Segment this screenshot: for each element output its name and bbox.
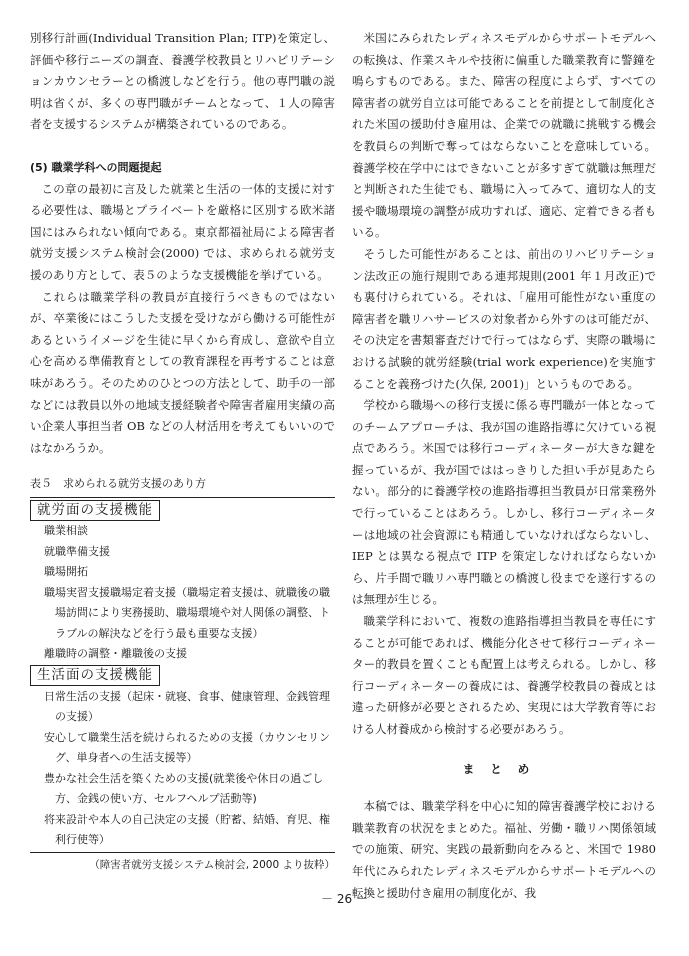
table-item: 職場実習支援職場定着支援（職場定着支援は、就職後の職場訪問により実務援助、職場環境や対人関係の調整、トラブルの解決などを行う最も重要な支援） [44, 585, 330, 640]
table-item: 将来設計や本人の自己決定の支援（貯蓄、結婚、育児、権利行使等） [44, 812, 330, 847]
intro-paragraph: 別移行計画(Individual Transition Plan; ITP)を策定し、評価や移行ニーズの調査、養護学校教員とリハビリテーションカウンセラーとの橋渡しなどを行う。他の専門職の説明は省くが、多くの専門職がチームとなって、１人の障害者を支援するシステムが構築されているのである。 [30, 31, 335, 132]
body-paragraph: 職業学科において、複数の進路指導担当教員を専任にすることが可能であれば、機能分化させて移行コーディネーター的教員を置くことも配置上は考えられる。しかし、移行コーディネーターの養成には、養護学校教員の養成とは違った研修が必要とされるため、実現には大学教育等における人材養成から検討する必要があろう。 [352, 614, 656, 736]
body-paragraph: これらは職業学科の教員が直接行うべきものではないが、卒業後にはこうした支援を受けながら働ける可能性があるというイメージを生徒に早くから育成し、意欲や自立心を高める準備教育としての教育課程を再考することは意味があろう。そのためのひとつの方法として、助手の一部などには教員以外の地域支援経験者や障害者雇用実績の高い企業人事担当者 OB などの人材活用を考えてもいいのではなかろうか。 [30, 289, 335, 455]
table-heading-work: 就労面の支援機能 [30, 500, 160, 521]
table-source: （障害者就労支援システム検討会, 2000 より抜粋） [89, 858, 335, 871]
table-heading-life: 生活面の支援機能 [30, 665, 160, 686]
right-column [352, 28, 656, 904]
summary-paragraph: 本稿では、職業学科を中心に知的障害養護学校における職業教育の状況をまとめた。福祉、労働・職リハ関係領域での施策、研究、実践の最新動向をみると、米国で 1980 年代にみられたレディネスモデルからサポートモデルへの転換と援助付き雇用の制度化が、我 [352, 799, 656, 900]
page-number: － 26 － [321, 892, 368, 906]
body-paragraph: 学校から職場への移行支援に係る専門職が一体となってのチームアプローチは、我が国の進路指導に欠けている視点であろう。米国では移行コーディネーターが大きな鍵を握っているが、我が国でははっきりした担い手が見あたらない。部分的に養護学校の進路指導担当教員が日常業務外で行っていることはあろう。しかし、移行コーディネーターは地域の社会資源にも精通していなければならないし、IEP とは異なる視点で ITP を策定しなければならないから、片手間で職リハ専門職との橋渡し役までを遂行するのは無理が生じる。 [352, 398, 656, 607]
support-table [30, 497, 335, 853]
table-item: 離職時の調整・離職後の支援 [44, 647, 187, 661]
summary-heading: まとめ [462, 761, 546, 776]
table-item: 職業相談 [44, 524, 88, 538]
left-column [30, 28, 335, 876]
table-item: 安心して職業生活を続けられるための支援（カウンセリング、単身者への生活支援等） [44, 730, 330, 765]
body-paragraph: 米国にみられたレディネスモデルからサポートモデルへの転換は、作業スキルや技術に偏重した職業教育に警鐘を鳴らすものである。また、障害の程度によらず、すべての障害者の就労自立は可能であることを前提として制度化された米国の援助付き雇用は、企業での就職に挑戦する機会を教員らの判断で奪ってはならないことを意味している。養護学校在学中にはできないことが多すぎて就職は無理だと判断された生徒でも、職場に入ってみて、適切な人的支援や職場環境の調整が成功すれば、適応、定着できる者もいる。 [352, 31, 656, 240]
section-heading: (5) 職業学科への問題提起 [30, 160, 162, 174]
table-item: 職場開拓 [44, 565, 88, 579]
table-item: 日常生活の支援（起床・就寝、食事、健康管理、金銭管理の支援） [44, 689, 330, 724]
table-item: 就職準備支援 [44, 544, 110, 558]
body-paragraph: そうした可能性があることは、前出のリハビリテーション法改正の施行規則である連邦規則(2001 年１月改正)でも裏付けられている。それは、「雇用可能性がない重度の障害者を職リハサービスの対象者から外すのは可能だが、その決定を書類審査だけで行ってはならず、実際の職場における試験的就労経験(trial work experience)を実施することを義務づけた(久保, 2001)」というものである。 [352, 246, 656, 391]
body-paragraph: この章の最初に言及した就業と生活の一体的支援に対する必要性は、職場とプライベートを厳格に区別する欧米諸国にはみられない傾向である。東京都福祉局による障害者就労支援システム検討会(2000) では、求められる就労支援のあり方として、表５のような支援機能を挙げている。 [30, 181, 335, 282]
table-item: 豊かな社会生活を築くための支援(就業後や休日の過ごし方、金銭の使い方、セルフヘルプ活動等) [44, 771, 324, 806]
table-caption: 表５ 求められる就労支援のあり方 [30, 477, 206, 491]
